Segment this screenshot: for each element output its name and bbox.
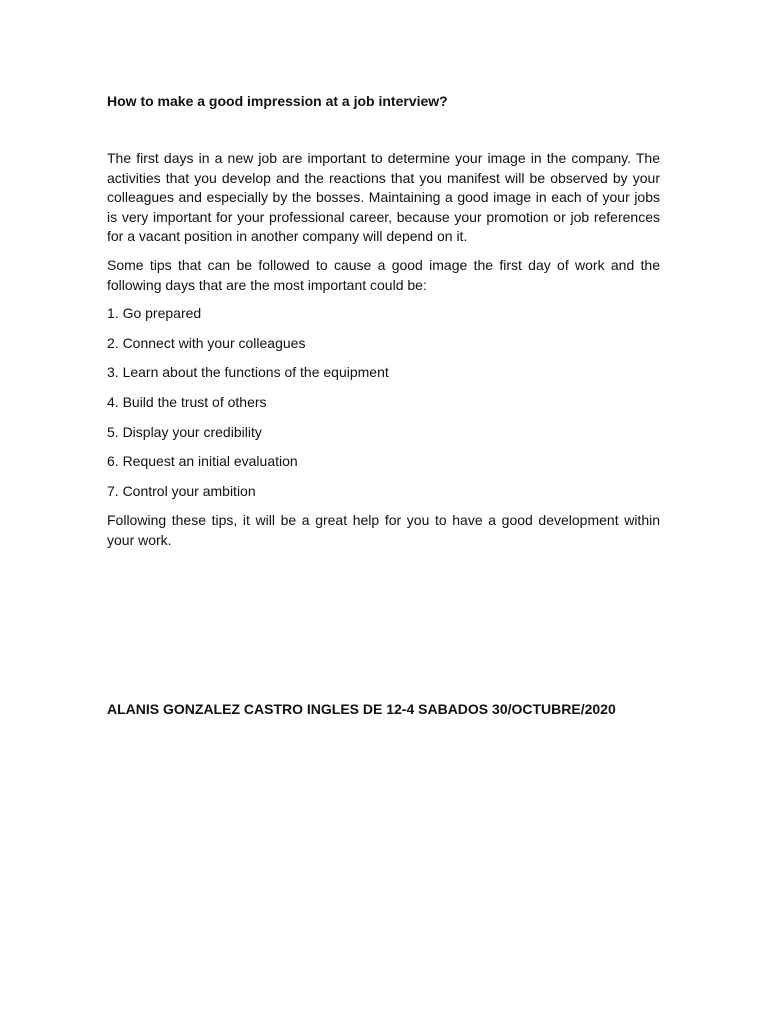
tip-item: 1. Go prepared [107, 305, 202, 322]
tip-item: 2. Connect with your colleagues [107, 334, 306, 351]
document-title: How to make a good impression at a job interview? [107, 93, 448, 109]
tip-item: 3. Learn about the functions of the equipment [107, 364, 389, 381]
tip-item: 6. Request an initial evaluation [107, 453, 298, 470]
tip-item: 5. Display your credibility [107, 423, 262, 440]
tips-list [107, 304, 660, 501]
tip-item: 4. Build the trust of others [107, 393, 267, 410]
tips-intro-paragraph: Some tips that can be followed to cause a good image the first day of work and the following days that are the most important could be: [107, 256, 660, 293]
closing-paragraph: Following these tips, it will be a great help for you to have a good development within your work. [107, 512, 660, 548]
tip-item: 7. Control your ambition [107, 482, 256, 499]
intro-paragraph: The first days in a new job are important to determine your image in the company. The activities that you develop and the reactions that you manifest will be observed by your colleagues and especially by the bosses. Maintaining a good image in each of your jobs is very important for your professional career, because your promotion or job references for a vacant position in another company will depend on it. [107, 150, 660, 245]
author-signature-line: ALANIS GONZALEZ CASTRO INGLES DE 12-4 SABADOS 30/OCTUBRE/2020 [107, 701, 616, 717]
document-body [107, 92, 660, 551]
